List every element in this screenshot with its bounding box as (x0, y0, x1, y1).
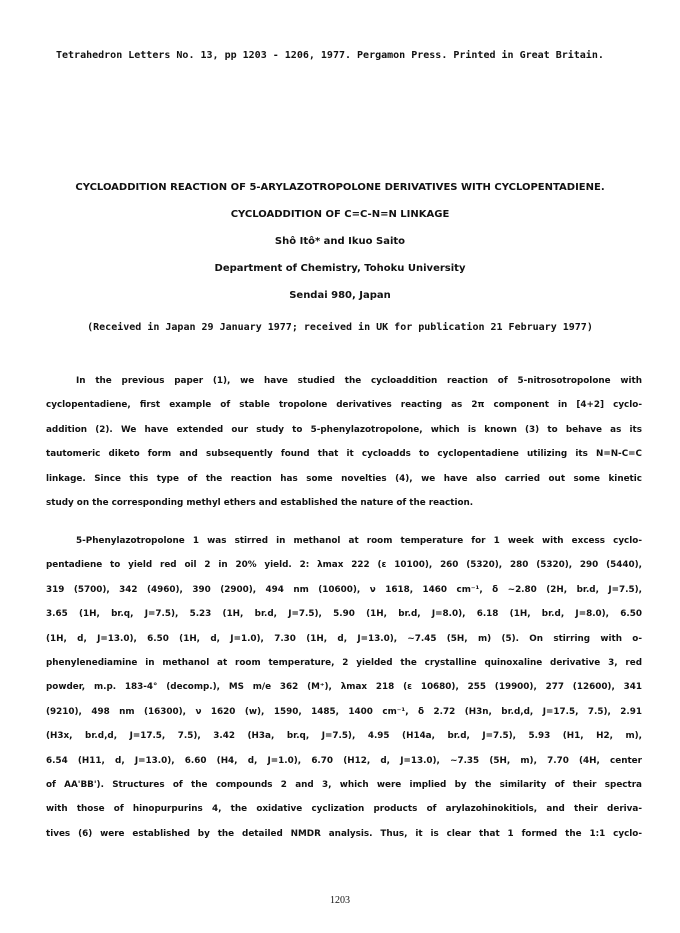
text-line: powder, m.p. 183-4° (decomp.), MS m/e 362 (M⁺), λmax 218 (ε 10680), 255 (19900), 277 (12600), 341 (46, 682, 642, 693)
text-line: (H3x, br.d,d, J=17.5, 7.5), 3.42 (H3a, br.q, J=7.5), 4.95 (H14a, br.d, J=7.5), 5.93 (H1, H2, m), (46, 731, 642, 742)
received-dates: (Received in Japan 29 January 1977; received in UK for publication 21 February 1977) (87, 322, 593, 333)
text-line: 5-Phenylazotropolone 1 was stirred in methanol at room temperature for 1 week with excess cyclo- (76, 536, 642, 546)
text-line: addition (2). We have extended our study to 5-phenylazotropolone, which is known (3) to behave as its (46, 424, 642, 435)
text-line: tautomeric diketo form and subsequently found that it cycloadds to cyclopentadiene utilizing its N=N-C=C (46, 449, 642, 460)
text-line: (9210), 498 nm (16300), ν 1620 (w), 1590, 1485, 1400 cm⁻¹, δ 2.72 (H3n, br.d,d, J=17.5, 7.5), 2.91 (46, 706, 642, 717)
affiliation: Department of Chemistry, Tohoku University (214, 263, 466, 274)
text-line: (1H, d, J=13.0), 6.50 (1H, d, J=1.0), 7.30 (1H, d, J=13.0), ~7.45 (5H, m) (5). On stirring with o- (46, 633, 642, 644)
text-line: 319 (5700), 342 (4960), 390 (2900), 494 nm (10600), ν 1618, 1460 cm⁻¹, δ ~2.80 (2H, br.d, J=7.5), (46, 584, 642, 595)
paragraph-experimental (46, 529, 642, 846)
text-line: with those of hinopurpurins 4, the oxidative cyclization products of arylazohinokitiols, and their deriva- (46, 804, 642, 815)
text-line: 3.65 (1H, br.q, J=7.5), 5.23 (1H, br.d, J=7.5), 5.90 (1H, br.d, J=8.0), 6.18 (1H, br.d, J=8.0), 6.50 (46, 609, 642, 620)
text-line: cyclopentadiene, first example of stable tropolone derivatives reacting as 2π component in [4+2] cyclo- (46, 400, 642, 411)
text-line: pentadiene to yield red oil 2 in 20% yield. 2: λmax 222 (ε 10100), 260 (5320), 280 (5320), 290 (5440), (46, 560, 642, 571)
authors: Shô Itô* and Ikuo Saito (274, 236, 406, 247)
text-line: 6.54 (H11, d, J=13.0), 6.60 (H4, d, J=1.0), 6.70 (H12, d, J=13.0), ~7.35 (5H, m), 7.70 (4H, center (46, 755, 642, 766)
paper-title-line-1: CYCLOADDITION REACTION OF 5-ARYLAZOTROPOLONE DERIVATIVES WITH CYCLOPENTADIENE. (75, 182, 605, 193)
text-line: phenylenediamine in methanol at room temperature, 2 yielded the crystalline quinoxaline derivative 3, red (46, 658, 642, 669)
text-line: In the previous paper (1), we have studied the cycloaddition reaction of 5-nitrosotropolone with (76, 376, 642, 386)
paper-title-line-2: CYCLOADDITION OF C=C-N=N LINKAGE (230, 209, 450, 220)
journal-header: Tetrahedron Letters No. 13, pp 1203 - 1206, 1977. Pergamon Press. Printed in Great Britain. (56, 50, 604, 61)
text-line: of AA'BB'). Structures of the compounds 2 and 3, which were implied by the similarity of their spectra (46, 780, 642, 791)
text-line: tives (6) were established by the detailed NMDR analysis. Thus, it is clear that 1 formed the 1:1 cyclo- (46, 828, 642, 839)
address: Sendai 980, Japan (289, 290, 391, 301)
paragraph-intro (46, 369, 642, 515)
text-line: study on the corresponding methyl ethers and established the nature of the reaction. (46, 498, 474, 509)
text-line: linkage. Since this type of the reaction has some novelties (4), we have also carried out some kinetic (46, 473, 642, 484)
page-number: 1203 (330, 895, 350, 906)
